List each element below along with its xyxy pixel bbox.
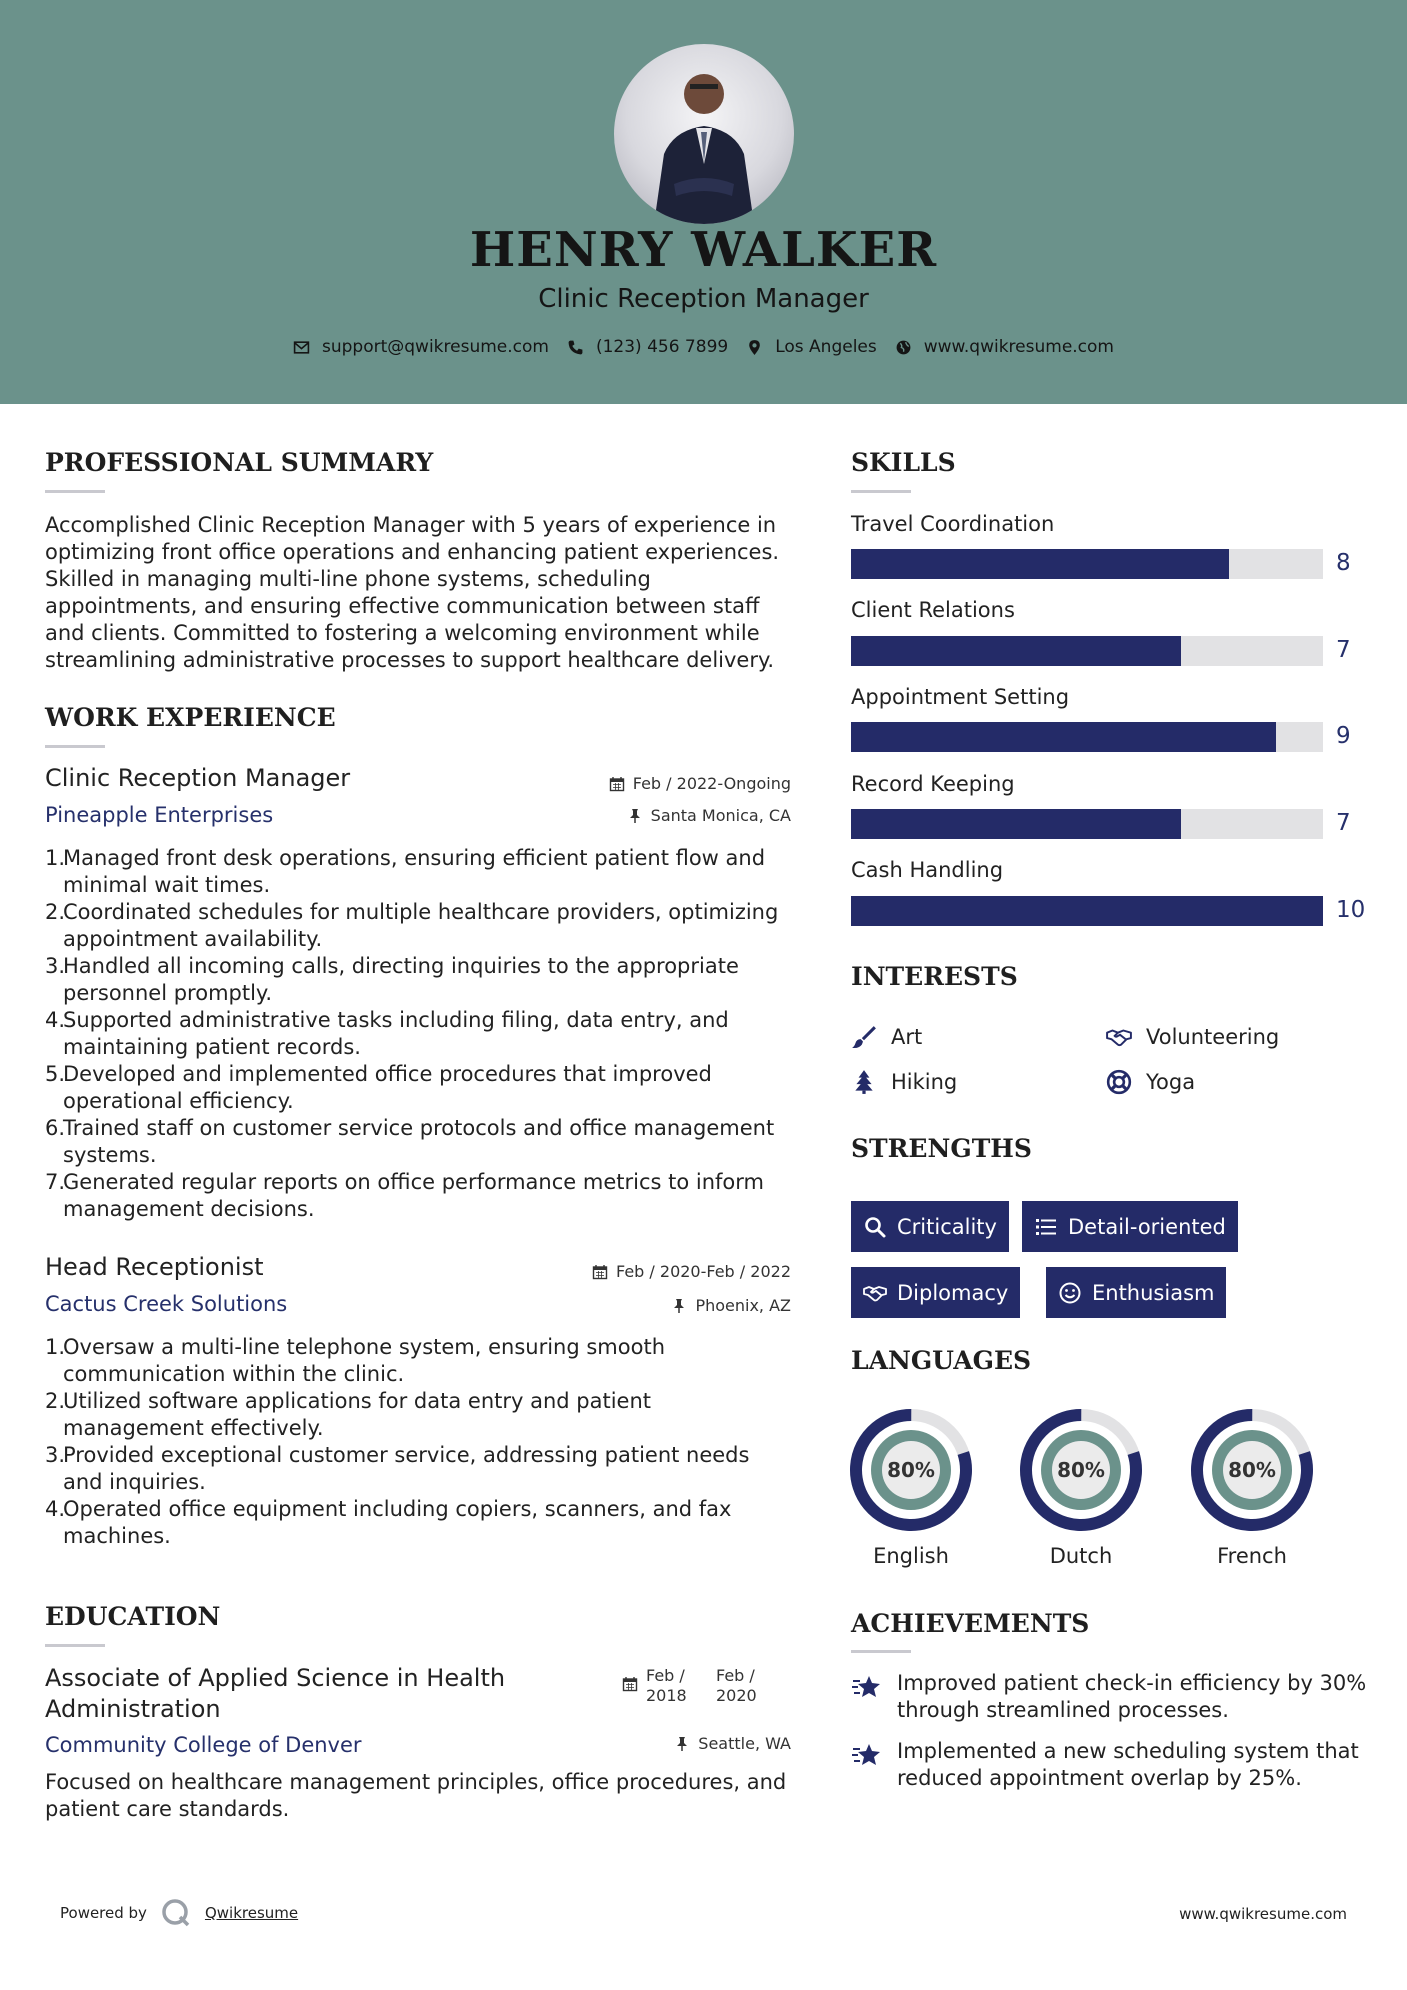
calendar-icon	[622, 1676, 638, 1692]
education-location-text: Seattle, WA	[698, 1734, 791, 1753]
star-trophy-icon	[851, 1672, 883, 1704]
footer-powered-by	[60, 1898, 298, 1928]
list-item: 2. Utilized software applications for data entry and patient management effectively.	[45, 1389, 652, 1440]
contact-website-text: www.qwikresume.com	[923, 337, 1114, 357]
education-date-end: Feb / 2020	[716, 1666, 757, 1705]
language-ring	[1019, 1408, 1143, 1532]
strength-tag: Criticality	[851, 1201, 1009, 1252]
job-duties-list	[45, 1334, 795, 1550]
contact-email[interactable]	[293, 337, 549, 357]
degree-line: Associate of Applied Science in Health	[45, 1664, 506, 1692]
job-company: Cactus Creek Solutions	[45, 1292, 288, 1316]
skill-bar-fill	[851, 722, 1276, 752]
language-name: English	[873, 1544, 949, 1568]
interest-item: Hiking	[851, 1069, 957, 1095]
list-item: 4. Supported administrative tasks including filing, data entry, and maintaining patient records.	[45, 1008, 729, 1059]
envelope-icon	[293, 339, 310, 356]
list-item: 6. Trained staff on customer service protocols and office management systems.	[45, 1116, 775, 1167]
language-ring	[849, 1408, 973, 1532]
list-item: 3. Handled all incoming calls, directing inquiries to the appropriate personnel promptly.	[45, 954, 739, 1005]
skill-bar	[851, 809, 1323, 839]
job-date-text: Feb / 2022-Ongoing	[632, 774, 791, 793]
skill-label: Travel Coordination	[851, 512, 1055, 536]
candidate-title: Clinic Reception Manager	[538, 284, 869, 314]
skill-bar	[851, 636, 1323, 666]
achievement-item: Improved patient check-in efficiency by 30% through streamlined processes.	[851, 1670, 1371, 1724]
language-name: Dutch	[1049, 1544, 1113, 1568]
language-ring	[1190, 1408, 1314, 1532]
job-location	[671, 1296, 791, 1315]
summary-line: Accomplished Clinic Reception Manager with 5 years of experience in	[45, 513, 777, 537]
degree-title	[45, 1663, 505, 1725]
strength-tag: Detail-oriented	[1022, 1201, 1238, 1252]
skill-label: Record Keeping	[851, 772, 1015, 796]
contact-website[interactable]	[895, 337, 1114, 357]
list-item: 1. Oversaw a multi-line telephone system, ensuring smooth communication within the clinic.	[45, 1335, 666, 1386]
achievements-heading: ACHIEVEMENTS	[851, 1609, 1090, 1638]
list-item: 7. Generated regular reports on office performance metrics to inform management decisions.	[45, 1170, 764, 1221]
star-trophy-icon	[851, 1740, 883, 1772]
footer-website[interactable]: www.qwikresume.com	[1179, 1905, 1347, 1923]
summary-heading: PROFESSIONAL SUMMARY	[45, 448, 434, 477]
profile-photo	[614, 44, 794, 224]
education-location	[674, 1734, 791, 1753]
tree-icon	[851, 1069, 877, 1095]
summary-text	[45, 512, 779, 674]
language-item	[849, 1408, 973, 1568]
contact-location-text: Los Angeles	[775, 337, 877, 357]
skill-label: Appointment Setting	[851, 685, 1070, 709]
summary-line: streamlining administrative processes to support healthcare delivery.	[45, 648, 775, 672]
phone-icon	[567, 339, 584, 356]
pushpin-icon	[627, 808, 643, 824]
job-title: Head Receptionist	[45, 1253, 264, 1281]
skills-heading: SKILLS	[851, 448, 956, 477]
skill-bar-fill	[851, 636, 1181, 666]
handshake-icon	[1106, 1024, 1132, 1050]
skill-label: Client Relations	[851, 598, 1015, 622]
handshake-icon	[863, 1281, 887, 1305]
job-date-text: Feb / 2020-Feb / 2022	[616, 1262, 791, 1281]
summary-line: appointments, and ensuring effective communication between staff	[45, 594, 760, 618]
job-title: Clinic Reception Manager	[45, 764, 351, 792]
job-location-text: Santa Monica, CA	[650, 806, 791, 825]
education-description: Focused on healthcare management principles, office procedures, and patient care standards.	[45, 1770, 787, 1821]
skill-bar	[851, 549, 1323, 579]
job-duties-list	[45, 845, 795, 1223]
list-item: 5. Developed and implemented office procedures that improved operational efficiency.	[45, 1062, 712, 1113]
school-name: Community College of Denver	[45, 1733, 362, 1757]
powered-by-text: Powered by	[60, 1904, 147, 1922]
list-icon	[1034, 1215, 1058, 1239]
degree-line: Administration	[45, 1695, 221, 1723]
strength-tag: Diplomacy	[851, 1267, 1020, 1318]
language-name: French	[1217, 1544, 1287, 1568]
skill-value: 7	[1336, 637, 1351, 663]
skill-bar-fill	[851, 809, 1181, 839]
pushpin-icon	[674, 1736, 690, 1752]
interest-item: Yoga	[1106, 1069, 1195, 1095]
contact-phone-text: (123) 456 7899	[595, 337, 729, 357]
summary-line: Skilled in managing multi-line phone systems, scheduling	[45, 567, 651, 591]
candidate-name: HENRY WALKER	[469, 222, 938, 278]
interests-heading: INTERESTS	[851, 962, 1018, 991]
job-company: Pineapple Enterprises	[45, 803, 274, 827]
contact-bar	[0, 337, 1407, 357]
experience-heading: WORK EXPERIENCE	[45, 703, 336, 732]
job-date	[592, 1262, 791, 1281]
languages-heading: LANGUAGES	[851, 1346, 1032, 1375]
language-percent: 80%	[1228, 1458, 1276, 1482]
skill-bar	[851, 722, 1323, 752]
skills-rule	[851, 490, 911, 493]
header-banner	[0, 0, 1407, 404]
contact-location	[746, 337, 877, 357]
language-item	[1190, 1408, 1314, 1568]
skill-value: 8	[1336, 550, 1351, 576]
skill-value: 9	[1336, 723, 1351, 749]
lifebuoy-icon	[1106, 1069, 1132, 1095]
qwikresume-logo-icon	[161, 1898, 191, 1928]
language-item	[1019, 1408, 1143, 1568]
calendar-icon	[609, 776, 625, 792]
interest-item: Volunteering	[1106, 1024, 1279, 1050]
list-item: 2. Coordinated schedules for multiple healthcare providers, optimizing appointment availability.	[45, 900, 779, 951]
job-date	[609, 774, 791, 793]
search-icon	[863, 1215, 887, 1239]
education-rule	[45, 1644, 105, 1647]
summary-rule	[45, 490, 105, 493]
contact-email-text: support@qwikresume.com	[322, 337, 549, 357]
pushpin-icon	[671, 1298, 687, 1314]
experience-rule	[45, 745, 105, 748]
job-location	[627, 806, 791, 825]
strength-tag: Enthusiasm	[1046, 1267, 1226, 1318]
language-percent: 80%	[887, 1458, 935, 1482]
paintbrush-icon	[851, 1024, 877, 1050]
strengths-heading: STRENGTHS	[851, 1134, 1032, 1163]
calendar-icon	[592, 1264, 608, 1280]
skill-bar-fill	[851, 549, 1229, 579]
skill-bar-fill	[851, 896, 1323, 926]
skill-label: Cash Handling	[851, 858, 1004, 882]
smile-icon	[1058, 1281, 1082, 1305]
achievements-rule	[851, 1650, 911, 1653]
globe-icon	[895, 339, 912, 356]
language-percent: 80%	[1057, 1458, 1105, 1482]
skill-bar	[851, 896, 1323, 926]
brand-link[interactable]: Qwikresume	[204, 1904, 299, 1922]
education-date	[622, 1666, 766, 1706]
list-item: 1. Managed front desk operations, ensuring efficient patient flow and minimal wait times.	[45, 846, 766, 897]
summary-line: and clients. Committed to fostering a welcoming environment while	[45, 621, 760, 645]
list-item: 3. Provided exceptional customer service, addressing patient needs and inquiries.	[45, 1443, 750, 1494]
education-date-start: Feb / 2018	[646, 1666, 687, 1705]
list-item: 4. Operated office equipment including copiers, scanners, and fax machines.	[45, 1497, 732, 1548]
summary-line: optimizing front office operations and enhancing patient experiences.	[45, 540, 780, 564]
map-pin-icon	[746, 339, 763, 356]
contact-phone[interactable]	[567, 337, 728, 357]
job-location-text: Phoenix, AZ	[695, 1296, 791, 1315]
skill-value: 10	[1336, 897, 1366, 923]
skill-value: 7	[1336, 810, 1351, 836]
interest-item: Art	[851, 1024, 922, 1050]
achievement-item: Implemented a new scheduling system that reduced appointment overlap by 25%.	[851, 1738, 1371, 1792]
education-heading: EDUCATION	[45, 1602, 221, 1631]
